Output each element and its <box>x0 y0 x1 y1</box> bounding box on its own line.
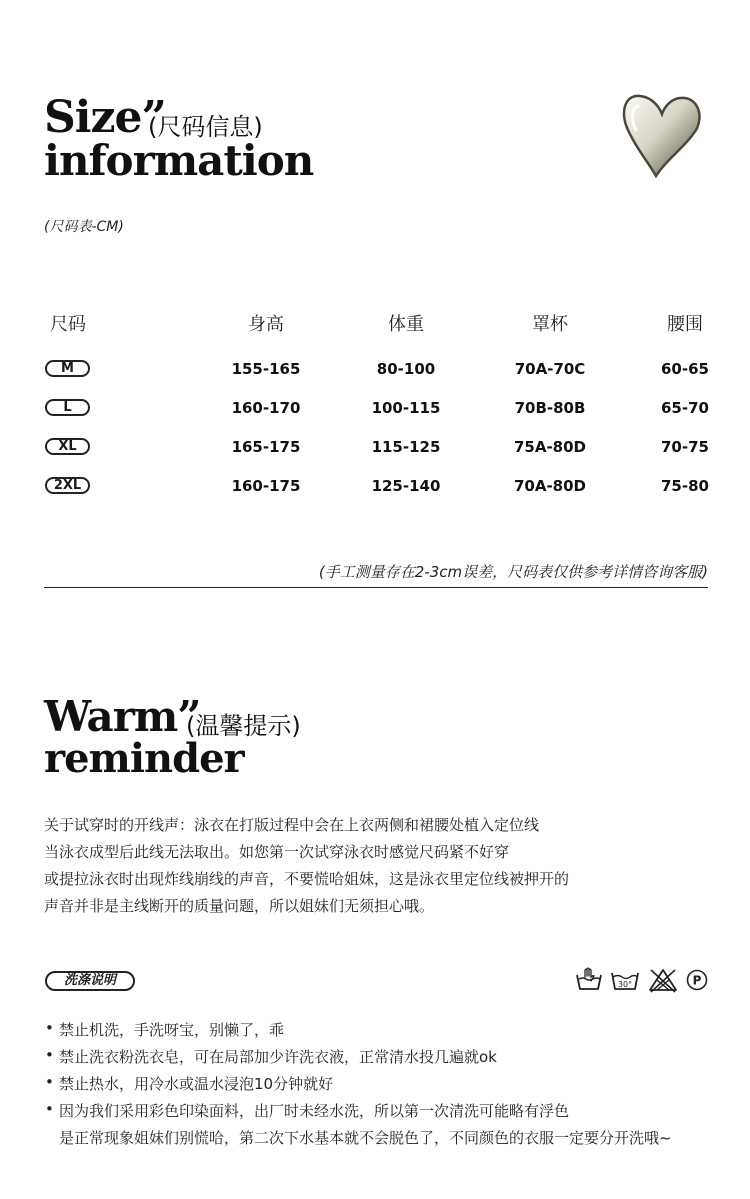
cell-waist: 60-65 <box>661 360 709 378</box>
dry-clean-label: P <box>692 973 702 988</box>
hand-wash-icon <box>575 967 603 993</box>
cell-height: 165-175 <box>231 438 301 456</box>
size-badge-m: M <box>45 360 90 377</box>
dry-clean-p-icon <box>686 969 708 991</box>
washing-bullet: • 禁止热水，用冷水或温水浸泡10分钟就好 <box>59 1073 333 1094</box>
size-title-line2: information <box>44 136 314 185</box>
reminder-line: 声音并非是主线断开的质量问题，所以姐妹们无须担心哦。 <box>44 897 435 915</box>
reminder-title-line2: reminder <box>44 735 244 782</box>
size-title-line1: Size” <box>44 92 166 143</box>
size-title-cn: (尺码信息) <box>148 113 263 141</box>
col-header-size: 尺码 <box>50 314 86 335</box>
cell-weight: 80-100 <box>376 360 436 378</box>
cell-cup: 75A-80D <box>513 438 587 456</box>
col-header-height: 身高 <box>248 314 284 335</box>
section-divider <box>44 587 708 588</box>
cell-waist: 75-80 <box>661 477 709 495</box>
washing-bullet: • 禁止洗衣粉洗衣皂，可在局部加少许洗衣液，正常清水投几遍就ok <box>59 1046 497 1067</box>
wash-temp-label: 30° <box>617 980 633 989</box>
wash-30-icon <box>610 967 640 993</box>
cell-weight: 100-115 <box>371 399 441 417</box>
cell-height: 160-175 <box>231 477 301 495</box>
col-header-weight: 体重 <box>388 314 424 335</box>
washing-label: 洗涤说明 <box>45 971 135 991</box>
cell-cup: 70A-70C <box>514 360 586 378</box>
size-subtitle: (尺码表-CM) <box>44 219 124 235</box>
reminder-line: 关于试穿时的开线声：泳衣在打版过程中会在上衣两侧和裙腰处植入定位线 <box>44 816 540 834</box>
reminder-title-cn: (温馨提示) <box>186 712 301 740</box>
cell-cup: 70B-80B <box>514 399 586 417</box>
no-bleach-icon <box>648 967 678 993</box>
heart-icon <box>618 90 704 182</box>
col-header-cup: 罩杯 <box>532 314 568 335</box>
size-badge-2xl: 2XL <box>45 477 90 494</box>
reminder-title-line1: Warm” <box>44 692 201 741</box>
col-header-waist: 腰围 <box>667 314 703 335</box>
cell-weight: 125-140 <box>371 477 441 495</box>
cell-height: 155-165 <box>231 360 301 378</box>
washing-continuation: 是正常现象姐妹们别慌哈，第二次下水基本就不会脱色了，不同颜色的衣服一定要分开洗哦~ <box>59 1129 672 1147</box>
cell-weight: 115-125 <box>371 438 441 456</box>
reminder-line: 或提拉泳衣时出现炸线崩线的声音，不要慌哈姐妹，这是泳衣里定位线被押开的 <box>44 870 570 888</box>
reminder-paragraph <box>44 812 569 920</box>
size-badge-xl: XL <box>45 438 90 455</box>
reminder-line: 当泳衣成型后此线无法取出。如您第一次试穿泳衣时感觉尺码紧不好穿 <box>44 843 510 861</box>
washing-bullet: • 因为我们采用彩色印染面料，出厂时未经水洗，所以第一次清洗可能略有浮色 <box>59 1100 569 1121</box>
size-badge-l: L <box>45 399 90 416</box>
cell-waist: 70-75 <box>661 438 709 456</box>
cell-waist: 65-70 <box>661 399 709 417</box>
measurement-note: (手工测量存在2-3cm误差，尺码表仅供参考详情咨询客服) <box>318 563 708 581</box>
cell-height: 160-170 <box>231 399 301 417</box>
cell-cup: 70A-80D <box>513 477 587 495</box>
washing-bullet: • 禁止机洗，手洗呀宝，别懒了，乖 <box>59 1019 284 1040</box>
